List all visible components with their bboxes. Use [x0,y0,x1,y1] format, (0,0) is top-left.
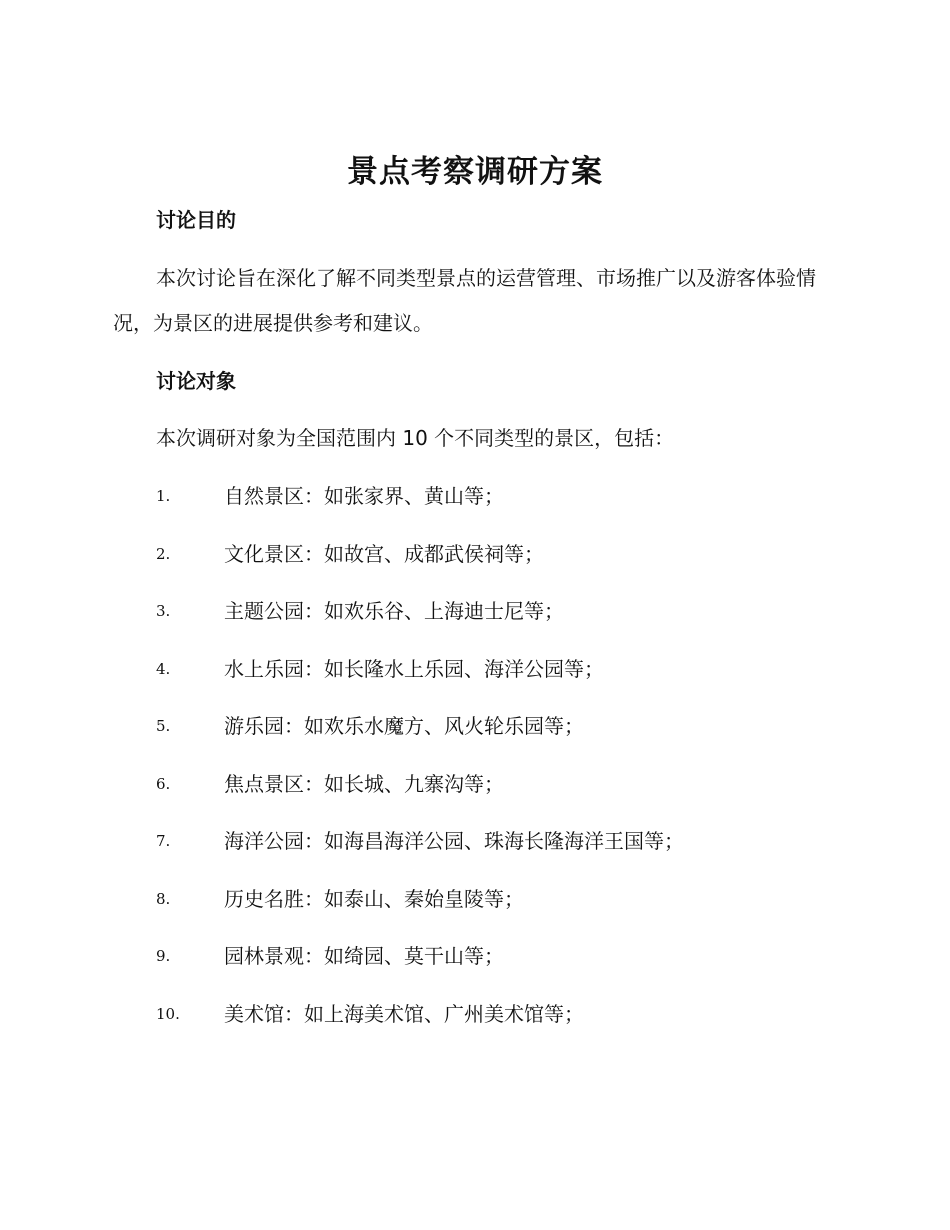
list-item [156,770,684,828]
list-item [156,827,684,885]
list-item-number: 7. [156,832,171,850]
list-item [156,597,684,655]
list-item-number: 8. [156,889,171,908]
list-item-text: 美术馆：如上海美术馆、广州美术馆等； [224,1001,584,1026]
purpose-paragraph: 本次讨论旨在深化了解不同类型景点的运营管理、市场推广以及游客体验情况，为景区的进展提供参考和建议。 [113,266,816,335]
scenic-type-list [156,482,684,1057]
list-item [156,885,684,943]
list-item-text: 焦点景区：如长城、九寨沟等； [224,771,504,796]
section-heading-purpose: 讨论目的 [156,208,236,232]
list-item-number: 1. [156,487,171,505]
list-item [156,540,684,598]
list-item-text: 水上乐园：如长隆水上乐园、海洋公园等； [224,656,604,681]
list-item-text: 历史名胜：如泰山、秦始皇陵等； [224,886,524,911]
list-item [156,1000,684,1058]
list-item-number: 5. [156,717,171,735]
list-item-text: 主题公园：如欢乐谷、上海迪士尼等； [224,599,564,623]
list-item-text: 游乐园：如欢乐水魔方、风火轮乐园等； [224,714,584,738]
list-item-number: 6. [156,774,171,793]
list-item-text: 海洋公园：如海昌海洋公园、珠海长隆海洋王国等； [224,829,684,853]
list-item-number: 10. [156,1004,180,1023]
list-item-number: 4. [156,659,171,678]
list-item-number: 9. [156,947,171,965]
list-item-text: 文化景区：如故宫、成都武侯祠等； [224,541,544,566]
objects-intro: 本次调研对象为全国范围内 10 个不同类型的景区，包括： [156,426,675,450]
list-item-text: 自然景区：如张家界、黄山等； [224,484,504,508]
document-title: 景点考察调研方案 [347,154,603,190]
list-item-number: 3. [156,602,171,620]
section-heading-objects: 讨论对象 [156,369,236,393]
list-item-number: 2. [156,544,171,563]
list-item [156,655,684,713]
list-item [156,942,684,1000]
list-item [156,482,684,540]
list-item [156,712,684,770]
list-item-text: 园林景观：如绮园、莫干山等； [224,944,504,968]
